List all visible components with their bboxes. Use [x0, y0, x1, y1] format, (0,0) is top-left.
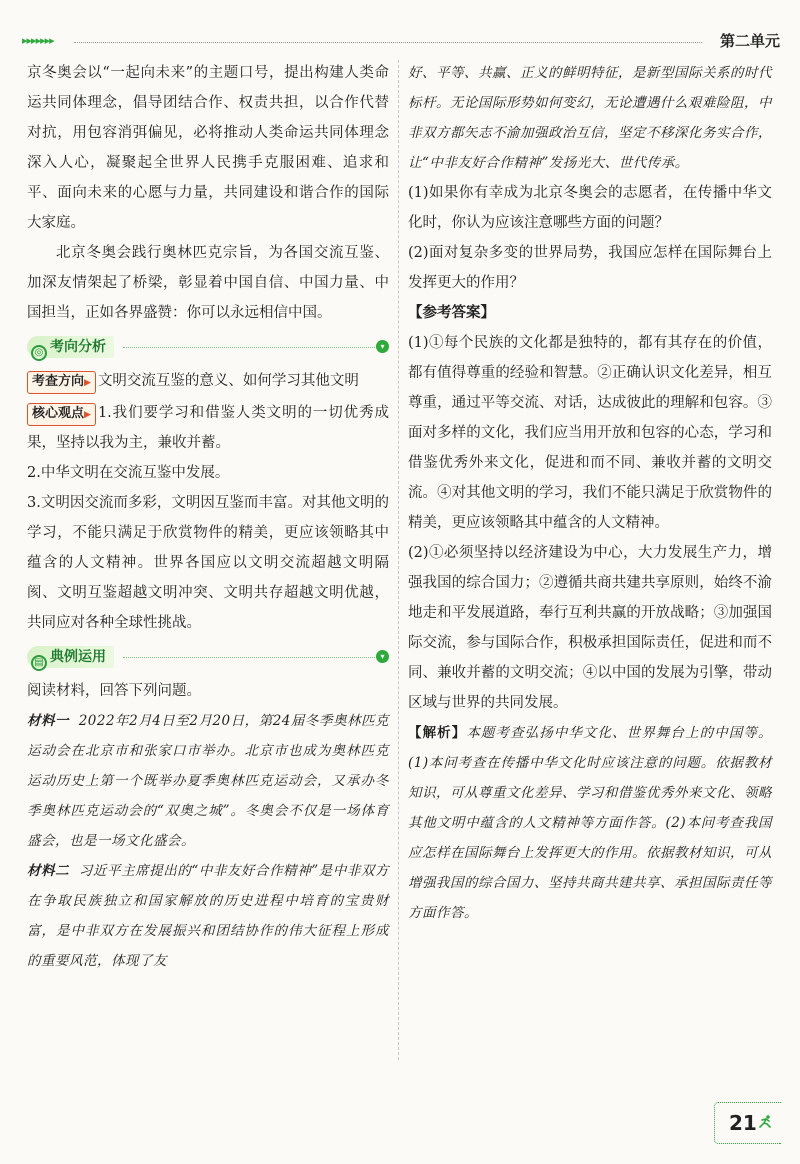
target-icon: ◎: [31, 345, 47, 361]
material-2: [27, 856, 389, 976]
intro-paragraph-2: 北京冬奥会践行奥林匹克宗旨，为各国交流互鉴、加深友情架起了桥梁，彰显着中国自信、中国力量、中国担当，正如各界盛赞：你可以永远相信中国。: [27, 245, 389, 321]
exam-direction-label: 考查方向▶: [27, 371, 96, 394]
core-view-label: 核心观点▶: [27, 403, 96, 426]
answer-1: (1)①每个民族的文化都是独特的，都有其存在的价值，都有值得尊重的经验和智慧。②正确认识文化差异，相互尊重，通过平等交流、对话，达成彼此的理解和包容。③面对多样的文化，我们应当用开放和包容的心态，学习和借鉴优秀外来文化，促进和而不同、兼收并蓄的文明交流。④对其他文明的学习，我们不能只满足于欣赏物件的精美，更应该领略其中蕴含的人文精神。: [408, 335, 772, 531]
section-title: 典例运用: [50, 649, 106, 665]
material-1: [27, 706, 389, 856]
page-number-badge: [714, 1102, 781, 1144]
core-point-2: 2.中华文明在交流互鉴中发展。: [27, 465, 230, 481]
material-2-label: 材料二: [27, 863, 70, 879]
page-number: 21: [729, 1111, 757, 1135]
header-divider: [74, 42, 702, 43]
unit-title: 第二单元: [719, 32, 780, 50]
material-2-text: 习近平主席提出的“中非友好合作精神”是中非双方在争取民族独立和国家解放的历史进程中培育的宝贵财富，是中非双方在发展振兴和团结协作的伟大征程上形成的重要风范，体现了友: [27, 863, 389, 969]
analysis-text: 本题考查弘扬中华文化、世界舞台上的中国等。(1)本问考查在传播中华文化时应该注意的问题。依据教材知识，可从尊重文化差异、学习和借鉴优秀外来文化、领略其他文明中蕴含的人文精神等方面作答。(2)本问考查我国应怎样在国际舞台上发挥更大的作用。依据教材知识，可从增强我国的综合国力、坚持共商共建共享、承担国际责任等方面作答。: [408, 725, 773, 921]
core-point-3: 3.文明因交流而多彩，文明因互鉴而丰富。对其他文明的学习，不能只满足于欣赏物件的精美，更应该领略其中蕴含的人文精神。世界各国应以文明交流超越文明隔阂、文明互鉴超越文明冲突、文明共存超越文明优越，共同应对各种全球性挑战。: [27, 495, 389, 631]
book-icon: ▤: [31, 655, 47, 671]
section-header-analysis: [27, 334, 389, 360]
section-title: 考向分析: [50, 339, 106, 355]
answer-label: 【参考答案】: [408, 305, 495, 321]
chevron-down-icon: ▾: [376, 340, 389, 353]
core-point-1: [27, 398, 389, 458]
core-point-text: 1.我们要学习和借鉴人类文明的一切优秀成果，坚持以我为主，兼收并蓄。: [27, 405, 389, 451]
material-1-label: 材料一: [27, 713, 70, 729]
question-1: (1)如果你有幸成为北京冬奥会的志愿者，在传播中华文化时，你认为应该注意哪些方面的问题？: [408, 185, 772, 231]
exam-direction: [27, 366, 389, 396]
intro-paragraph-1: 京冬奥会以“一起向未来”的主题口号，提出构建人类命运共同体理念，倡导团结合作、权责共担，以合作代替对抗，用包容消弭偏见，必将推动人类命运共同体理念深入人心，凝聚起全世界人民携手克服困难、追求和平、面向未来的心愿与力量，共同建设和谐合作的国际大家庭。: [27, 65, 389, 231]
analysis-label: 【解析】: [408, 725, 467, 741]
header-arrows-icon: ▸▸▸▸▸▸▸: [22, 34, 54, 47]
section-header-example: [27, 644, 389, 670]
exam-direction-text: 文明交流互鉴的意义、如何学习其他文明: [97, 373, 359, 389]
material-2-continued: 好、平等、共赢、正义的鲜明特征，是新型国际关系的时代标杆。无论国际形势如何变幻，无论遭遇什么艰难险阻，中非双方都矢志不渝加强政治互信，坚定不移深化务实合作，让“中非友好合作精神”发扬光大、世代传承。: [408, 65, 772, 171]
answer-2: (2)①必须坚持以经济建设为中心，大力发展生产力，增强我国的综合国力；②遵循共商共建共享原则，始终不渝地走和平发展道路，奉行互利共赢的开放战略；③加强国际交流，参与国际合作，积极承担国际责任，促进和而不同、兼收并蓄的文明交流；④以中国的发展为引擎，带动区域与世界的共同发展。: [408, 545, 772, 711]
reading-prompt: 阅读材料，回答下列问题。: [27, 683, 201, 699]
analysis: [408, 718, 772, 928]
right-column: [408, 58, 772, 928]
page-header: [22, 30, 782, 54]
chevron-down-icon: ▾: [376, 650, 389, 663]
material-1-text: 2022年2月4日至2月20日，第24届冬季奥林匹克运动会在北京市和张家口市举办。北京市也成为奥林匹克运动历史上第一个既举办夏季奥林匹克运动会，又承办冬季奥林匹克运动会的“双奥之城”。冬奥会不仅是一场体育盛会，也是一场文化盛会。: [27, 713, 390, 849]
runner-icon: [757, 1115, 773, 1129]
left-column: [27, 58, 389, 976]
question-2: (2)面对复杂多变的世界局势，我国应怎样在国际舞台上发挥更大的作用？: [408, 245, 772, 291]
column-divider: [398, 60, 399, 1060]
